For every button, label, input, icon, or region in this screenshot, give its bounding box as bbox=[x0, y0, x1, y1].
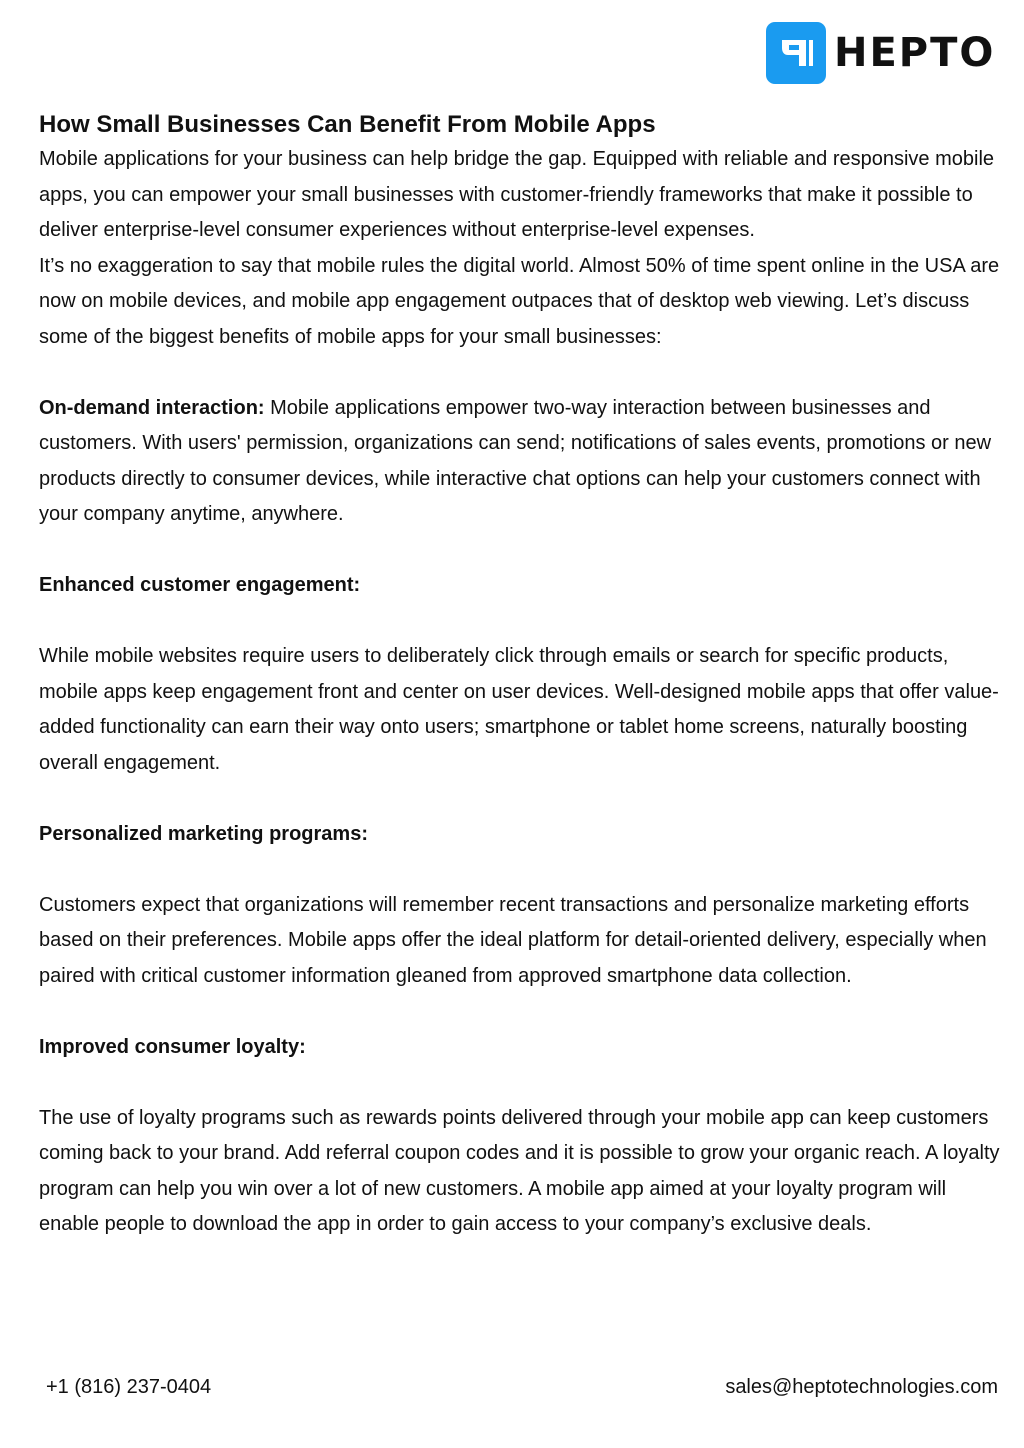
section-body: Customers expect that organizations will remember recent transactions and personalize marketing efforts based on their preferences. Mobile apps offer the ideal platform for detail-oriented delivery, especially when paired with critical customer information gleaned from approved smartphone data collection. bbox=[39, 893, 987, 987]
section-heading: Personalized marketing programs: bbox=[39, 822, 368, 845]
hepto-logo-icon bbox=[766, 22, 826, 84]
phone-number[interactable]: +1 (816) 237-0404 bbox=[46, 1376, 212, 1398]
brand-name: HEPTO bbox=[834, 30, 996, 76]
section-heading: Enhanced customer engagement: bbox=[39, 574, 361, 596]
article bbox=[39, 108, 1004, 1243]
section-on-demand bbox=[39, 391, 1004, 533]
email-link[interactable]: sales@heptotechnologies.com bbox=[725, 1376, 998, 1398]
brand-logo bbox=[766, 22, 995, 84]
section-body: The use of loyalty programs such as rewards points delivered through your mobile app can keep customers coming back to your brand. Add referral coupon codes and it is possible to grow your organic reach. A loyalty program can help you win over a lot of new customers. A mobile app aimed at your loyalty program will enable people to download the app in order to gain access to your company’s exclusive deals. bbox=[39, 1106, 1000, 1235]
section-heading: Improved consumer loyalty: bbox=[39, 1035, 306, 1058]
section-body: Mobile applications empower two-way interaction between businesses and customers. With users' permission, organizations can send; notifications of sales events, promotions or new products directly to consumer devices, while interactive chat options can help your customers connect with your company anytime, anywhere. bbox=[39, 396, 992, 525]
page-title: How Small Businesses Can Benefit From Mobile Apps bbox=[39, 111, 656, 138]
intro-paragraph-1: Mobile applications for your business can help bridge the gap. Equipped with reliable and responsive mobile apps, you can empower your small businesses with customer-friendly frameworks that make it possible to deliver enterprise-level consumer experiences without enterprise-level expenses. bbox=[39, 148, 995, 241]
section-heading: On-demand interaction: bbox=[39, 396, 265, 419]
intro-paragraph-2: It’s no exaggeration to say that mobile rules the digital world. Almost 50% of time spent online in the USA are now on mobile devices, and mobile app engagement outpaces that of desktop web viewing. Let’s discuss some of the biggest benefits of mobile apps for your small businesses: bbox=[39, 254, 1000, 348]
section-body: While mobile websites require users to deliberately click through emails or search for specific products, mobile apps keep engagement front and center on user devices. Well-designed mobile apps that offer value-added functionality can earn their way onto users; smartphone or tablet home screens, naturally boosting overall engagement. bbox=[39, 645, 999, 774]
